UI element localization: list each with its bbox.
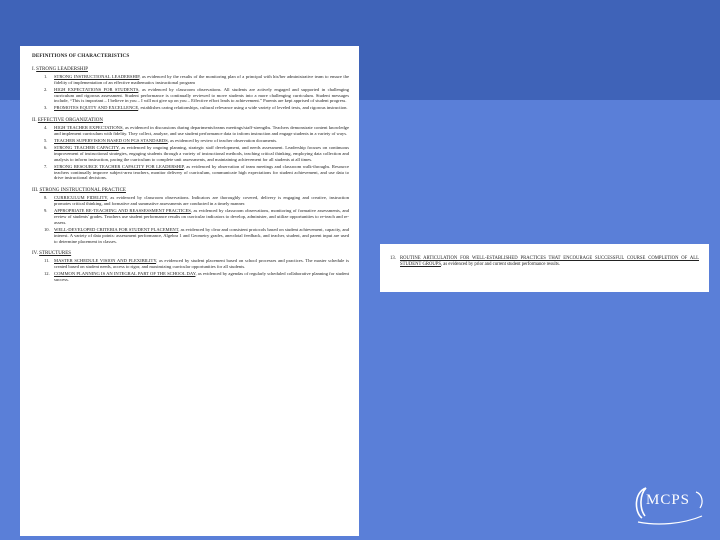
item-description: , establishes caring relationships, cultural relevance using a wide variety of leveled texts, and rigorous instruction. xyxy=(138,105,348,111)
document-page xyxy=(20,46,359,536)
characteristic-item xyxy=(44,164,349,182)
item-text xyxy=(54,138,349,144)
characteristic-item xyxy=(44,227,349,245)
item-number: 1. xyxy=(44,73,48,79)
item-text xyxy=(54,145,349,163)
item-number: 2. xyxy=(44,86,48,92)
characteristic-item xyxy=(44,125,349,137)
characteristic-item xyxy=(44,87,349,105)
item-text xyxy=(400,256,699,268)
characteristic-item xyxy=(44,105,349,111)
item-description: , as evidenced by observation of team meetings and classroom walk-throughs. Resource teachers continually improve subject-area teachers, monitor delivery of curriculum, communicate high expectations for student achievement, and use data to drive instructional decisions. xyxy=(54,163,349,181)
section-heading xyxy=(32,118,349,124)
item-number: 3. xyxy=(44,105,48,111)
item-text xyxy=(54,74,349,86)
item-text xyxy=(54,87,349,105)
characteristic-item xyxy=(44,145,349,163)
item-description: , as evidenced by classroom observations. Indicators are thoroughly covered, delivery is engaging and creative, instruction promotes critical thinking, and formative and summative assessments are conducted in a timely manner. xyxy=(54,195,349,207)
item-text xyxy=(54,208,349,226)
item-number: 9. xyxy=(44,208,48,214)
item-number: 4. xyxy=(44,125,48,131)
item-number: 12. xyxy=(44,271,50,277)
item-description: , as evidenced by prior and current student performance results. xyxy=(440,262,561,267)
item-number: 13. xyxy=(390,256,396,261)
item-heading: APPROPRIATE RE-TEACHING AND REASSESSMENT PRACTICES xyxy=(54,208,191,214)
item-number: 5. xyxy=(44,137,48,143)
section-heading xyxy=(32,67,349,73)
item-text xyxy=(54,195,349,207)
mcps-logo xyxy=(628,478,708,528)
item-description: , as evidenced in discussions during departments/teams meetings/staff-strengths. Teachers demonstrate content knowledge and implement curriculum with fidelity. They collect, analyze, and use student performance data to inform instruction and engage students in a variety of ways. xyxy=(54,125,350,137)
section-numeral: II. xyxy=(32,118,37,124)
item-text xyxy=(54,271,349,283)
logo-text: MCPS xyxy=(646,492,691,508)
item-description: , as evidenced by classroom observations. All students are actively engaged and supported in challenging curriculum and rigorous assessment. Student performance is continually reviewed to move students into a more challenging curriculum. Student messages include, “This is important – I believe in you – I will not give up on you – Effective effort leads to achievement.” Parents are kept apprised of student progress. xyxy=(54,86,349,104)
item-number: 8. xyxy=(44,195,48,201)
item-heading: STRONG TEACHER CAPACITY xyxy=(54,144,119,150)
continued-item-card xyxy=(380,244,709,292)
section-title: STRONG LEADERSHIP xyxy=(36,66,88,72)
item-number: 7. xyxy=(44,163,48,169)
item-description: , as evidenced by student placement based on school processes and practices. The master schedule is created based on student needs, access to rigor, and maximizing curricular opportunities for all students. xyxy=(54,258,349,270)
item-description: , as evidenced by review of teacher observation documents. xyxy=(167,137,278,143)
item-heading: COMMON PLANNING IS AN INTEGRAL PART OF THE SCHOOL DAY xyxy=(54,271,196,277)
item-text xyxy=(54,125,349,137)
item-text xyxy=(54,227,349,245)
item-number: 11. xyxy=(44,258,50,264)
characteristic-item xyxy=(44,138,349,144)
characteristic-item xyxy=(44,208,349,226)
section-numeral: IV. xyxy=(32,251,38,257)
item-description: , as evidenced by the results of the monitoring plan of a principal with his/her administrative team to ensure the fidelity of implementation of an effective mathematics instructional program xyxy=(54,73,349,85)
characteristic-item xyxy=(44,74,349,86)
section-numeral: I. xyxy=(32,66,35,72)
section-title: STRUCTURES xyxy=(39,251,72,257)
item-number: 6. xyxy=(44,144,48,150)
item-heading: ROUTINE ARTICULATION FOR WELL-ESTABLISHED PRACTICES THAT ENCOURAGE SUCCESSFUL COURSE COMPLETION OF ALL STUDENT GROUPS xyxy=(400,256,699,267)
characteristic-item xyxy=(44,258,349,270)
section-heading xyxy=(32,251,349,257)
characteristic-item xyxy=(390,256,699,268)
item-heading: TEACHER SUPERVISION BASED ON PGS STANDARDS xyxy=(54,137,168,143)
item-description: , as evidenced by ongoing planning, strategic staff development, and needs assessment. Leadership focuses on continuous improvement of instructional strategies, engaging students through a variety of instructional methods, teaching critical thinking, employing data collection and analysis to inform instruction, pacing the curriculum to complete unit assessments, and maintaining achievement for all students at all times. xyxy=(54,144,349,162)
section-numeral: III. xyxy=(32,188,39,194)
item-description: , as evidenced by classroom observations, monitoring of formative assessments, and review of students' grades. Teachers use student performance results on curricular indicators to develop, administer, and utilize opportunities to re-teach and re-assess. xyxy=(54,208,350,225)
item-text xyxy=(54,105,349,111)
characteristic-item xyxy=(44,195,349,207)
section-title: STRONG INSTRUCTIONAL PRACTICE xyxy=(39,188,126,194)
item-description: , as evidenced by agendas of regularly scheduled collaborative planning for student success. xyxy=(54,271,349,283)
item-heading: HIGH EXPECTATIONS FOR STUDENTS xyxy=(54,86,139,92)
item-heading: STRONG RESOURCE TEACHER CAPACITY FOR LEADERSHIP xyxy=(54,163,184,169)
section-title: EFFECTIVE ORGANIZATION xyxy=(37,118,103,124)
document-title: DEFINITIONS OF CHARACTERISTICS xyxy=(32,53,130,59)
item-text xyxy=(54,258,349,270)
item-heading: WELL-DEVELOPED CRITERIA FOR STUDENT PLACEMENT xyxy=(54,226,179,232)
item-heading: PROMOTES EQUITY AND EXCELLENCE xyxy=(54,105,139,111)
item-text xyxy=(54,164,349,182)
section-heading xyxy=(32,188,349,194)
item-heading: STRONG INSTRUCTIONAL LEADERSHIP xyxy=(54,73,140,79)
item-number: 10. xyxy=(44,226,50,232)
item-heading: CURRICULUM FIDELITY xyxy=(54,195,107,201)
item-description: , as evidenced by clear and consistent protocols based on student achievement, capacity, and interest. A variety of data points: assessment performance, Algebra 1 and Geometry grades, anecdotal feedback, and teacher, student, and parent input are used to determine placement in classes. xyxy=(54,226,349,244)
item-heading: MASTER SCHEDULE VISION AND FLEXIBILITY xyxy=(54,258,157,264)
characteristic-item xyxy=(44,271,349,283)
item-heading: HIGH TEACHER EXPECTATIONS xyxy=(54,125,123,131)
